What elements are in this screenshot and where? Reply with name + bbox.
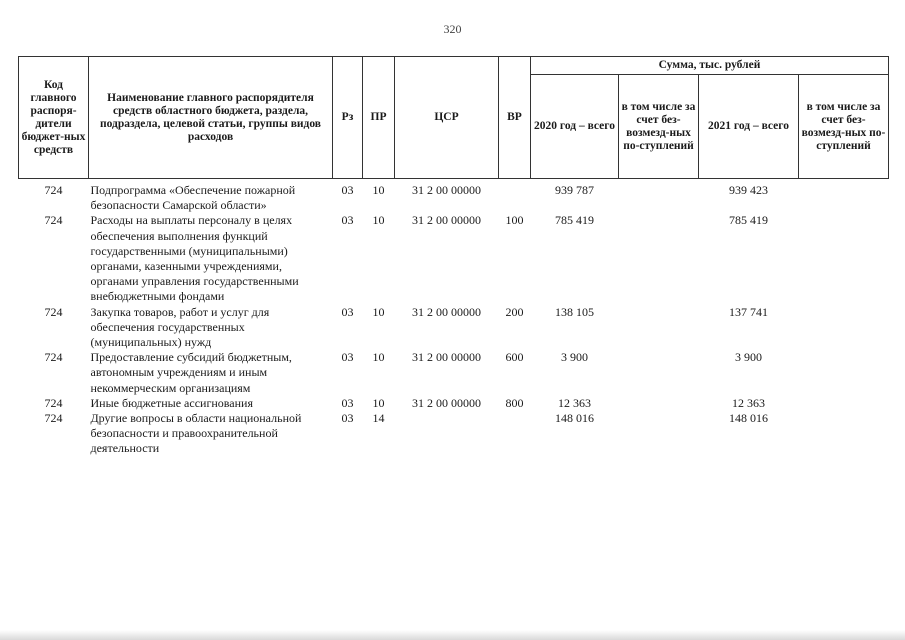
cell-2021-total: 3 900	[735, 350, 762, 365]
cell-2020-total: 148 016	[555, 411, 594, 426]
table-row	[19, 396, 889, 411]
cell-2020-total: 138 105	[555, 304, 594, 319]
cell-pr: 14	[372, 411, 385, 426]
cell-vr: 200	[505, 304, 524, 319]
cell-csr: 31 2 00 00000	[412, 213, 481, 228]
cell-name: Иные бюджетные ассигнования	[90, 395, 253, 410]
header-vr: ВР	[499, 57, 531, 179]
cell-2021-free	[799, 179, 889, 214]
cell-name: Другие вопросы в области национальной безопасности и правоохранительной деятельности	[90, 411, 302, 456]
table-body	[19, 179, 889, 457]
table-row	[19, 213, 889, 304]
header-rz: Рз	[333, 57, 363, 179]
table-row	[19, 179, 889, 214]
cell-vr	[499, 179, 531, 214]
cell-2020-free	[619, 396, 699, 411]
scan-edge	[0, 630, 905, 640]
cell-2020-total: 3 900	[561, 350, 588, 365]
header-2020-total: 2020 год – всего	[531, 75, 619, 179]
table-row	[19, 305, 889, 351]
budget-table	[18, 56, 889, 457]
cell-2020-total: 939 787	[555, 183, 594, 197]
cell-2021-total: 785 419	[729, 213, 768, 228]
table-row	[19, 350, 889, 396]
cell-2021-total: 12 363	[732, 395, 765, 410]
cell-pr: 10	[372, 304, 385, 319]
cell-code: 724	[44, 395, 63, 410]
cell-rz: 03	[341, 213, 354, 228]
cell-2020-total: 12 363	[558, 395, 591, 410]
cell-pr: 10	[372, 183, 385, 197]
cell-rz: 03	[341, 350, 354, 365]
cell-code: 724	[44, 411, 63, 426]
cell-csr: 31 2 00 00000	[412, 304, 481, 319]
cell-csr: 31 2 00 00000	[412, 350, 481, 365]
cell-pr: 10	[372, 350, 385, 365]
header-name: Наименование главного распорядителя средств областного бюджета, раздела, подраздела, целевой статьи, группы видов расходов	[89, 57, 333, 179]
cell-name: Предоставление субсидий бюджетным, автономным учреждениям и иным некоммерческим организациям	[90, 350, 292, 395]
cell-rz: 03	[341, 183, 354, 197]
cell-2021-free	[799, 350, 889, 396]
cell-code: 724	[44, 213, 63, 228]
cell-csr: 31 2 00 00000	[412, 183, 481, 197]
cell-2021-free	[799, 411, 889, 457]
cell-pr: 10	[372, 213, 385, 228]
cell-vr: 100	[505, 213, 524, 228]
cell-rz: 03	[341, 304, 354, 319]
cell-2020-free	[619, 213, 699, 304]
cell-2021-free	[799, 305, 889, 351]
cell-name: Подпрограмма «Обеспечение пожарной безопасности Самарской области»	[90, 183, 296, 213]
cell-code: 724	[44, 183, 63, 197]
cell-2020-total: 785 419	[555, 213, 594, 228]
cell-2020-free	[619, 179, 699, 214]
header-2021-free: в том числе за счет без-возмезд-ных по-ступлений	[799, 75, 889, 179]
cell-code: 724	[44, 350, 63, 365]
cell-2020-free	[619, 411, 699, 457]
cell-csr: 31 2 00 00000	[412, 395, 481, 410]
cell-name: Расходы на выплаты персоналу в целях обеспечения выполнения функций государственными (муниципальными) органами, казенными учреждениями, органами управления государственными внебюджетными фондами	[90, 213, 299, 304]
header-pr: ПР	[363, 57, 395, 179]
cell-2021-total: 939 423	[729, 183, 768, 197]
header-sum-group: Сумма, тыс. рублей	[531, 57, 889, 75]
cell-2021-free	[799, 396, 889, 411]
cell-2020-free	[619, 350, 699, 396]
cell-pr: 10	[372, 395, 385, 410]
cell-vr: 800	[505, 395, 524, 410]
cell-rz: 03	[341, 411, 354, 426]
header-code: Код главного распоря-дители бюджет-ных средств	[19, 57, 89, 179]
table-row	[19, 411, 889, 457]
cell-vr	[499, 411, 531, 457]
cell-csr	[395, 411, 499, 457]
cell-code: 724	[44, 304, 63, 319]
cell-2021-total: 148 016	[729, 411, 768, 426]
cell-vr: 600	[505, 350, 524, 365]
cell-name: Закупка товаров, работ и услуг для обеспечения государственных (муниципальных) нужд	[90, 304, 270, 350]
cell-2021-free	[799, 213, 889, 304]
header-2020-free: в том числе за счет без-возмезд-ных по-ступлений	[619, 75, 699, 179]
page-number: 320	[443, 22, 462, 36]
cell-2020-free	[619, 305, 699, 351]
table-header	[19, 57, 889, 179]
header-2021-total: 2021 год – всего	[699, 75, 799, 179]
cell-2021-total: 137 741	[729, 304, 768, 319]
header-csr: ЦСР	[395, 57, 499, 179]
cell-rz: 03	[341, 395, 354, 410]
